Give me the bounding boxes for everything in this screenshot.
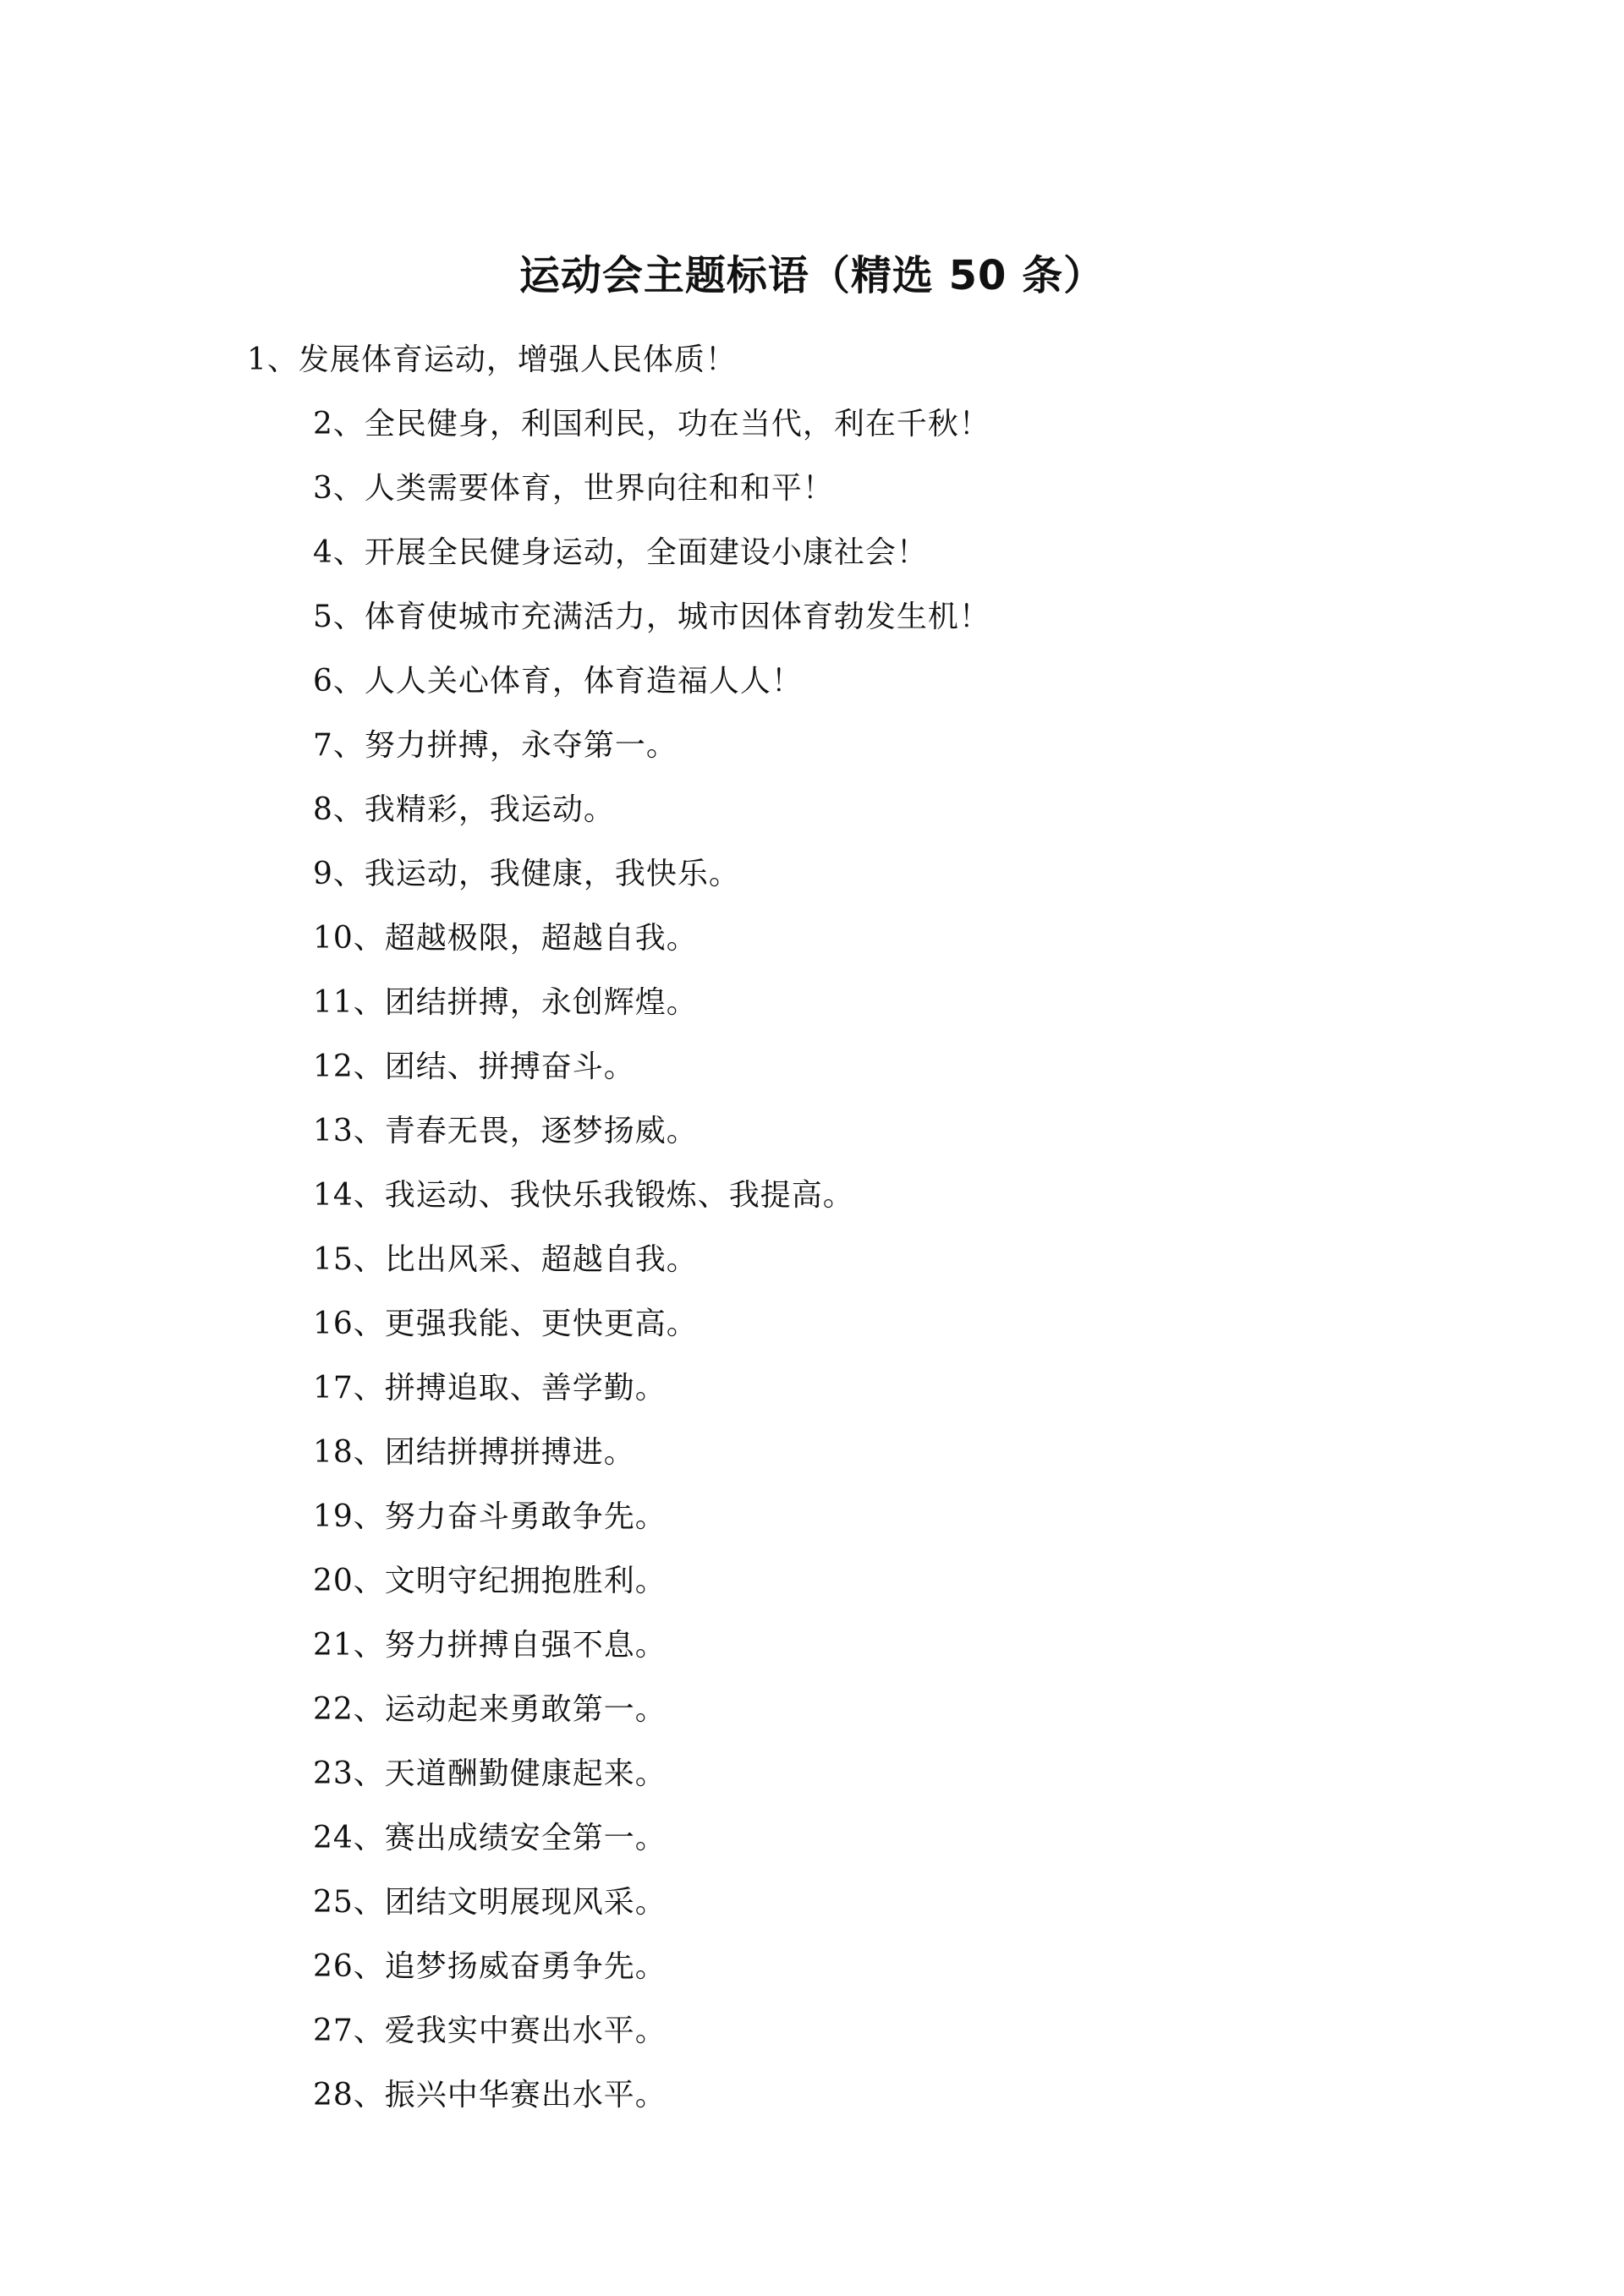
- list-item: 8、我精彩，我运动。: [313, 792, 615, 827]
- list-item: 18、团结拼搏拼搏进。: [313, 1435, 635, 1470]
- list-item: 28、振兴中华赛出水平。: [313, 2078, 667, 2112]
- slogan-list: [0, 328, 1624, 2128]
- list-item: 16、更强我能、更快更高。: [313, 1307, 698, 1341]
- list-item: 6、人人关心体育，体育造福人人！: [313, 664, 803, 699]
- list-item: 10、超越极限，超越自我。: [313, 921, 698, 956]
- list-item: 27、爱我实中赛出水平。: [313, 2014, 667, 2048]
- list-item: 7、努力拼搏，永夺第一。: [313, 728, 678, 763]
- list-item: 17、拼搏追取、善学勤。: [313, 1371, 667, 1406]
- list-item: 11、团结拼搏，永创辉煌。: [313, 985, 698, 1020]
- list-item: 13、青春无畏，逐梦扬威。: [313, 1114, 698, 1148]
- list-item: 24、赛出成绩安全第一。: [313, 1821, 667, 1855]
- list-item: 23、天道酬勤健康起来。: [313, 1756, 667, 1791]
- list-item: 12、团结、拼搏奋斗。: [313, 1049, 635, 1084]
- list-item: 14、我运动、我快乐我锻炼、我提高。: [313, 1178, 854, 1213]
- list-item: 9、我运动，我健康，我快乐。: [313, 857, 740, 891]
- page-title: 运动会主题标语（精选 50 条）: [518, 252, 1106, 299]
- list-item: 20、文明守纪拥抱胜利。: [313, 1564, 667, 1598]
- list-item: 26、追梦扬威奋勇争先。: [313, 1949, 667, 1984]
- list-item: 2、全民健身，利国利民，功在当代，利在千秋！: [313, 407, 990, 441]
- list-item: 25、团结文明展现风采。: [313, 1885, 667, 1920]
- list-item: 19、努力奋斗勇敢争先。: [313, 1499, 667, 1534]
- list-item: 4、开展全民健身运动，全面建设小康社会！: [313, 535, 928, 570]
- list-item: 15、比出风采、超越自我。: [313, 1242, 698, 1277]
- list-item: 1、发展体育运动，增强人民体质！: [247, 342, 737, 377]
- list-item: 22、运动起来勇敢第一。: [313, 1692, 667, 1727]
- list-item: 3、人类需要体育，世界向往和和平！: [313, 471, 834, 506]
- list-item: 5、体育使城市充满活力，城市因体育勃发生机！: [313, 600, 990, 634]
- list-item: 21、努力拼搏自强不息。: [313, 1628, 667, 1663]
